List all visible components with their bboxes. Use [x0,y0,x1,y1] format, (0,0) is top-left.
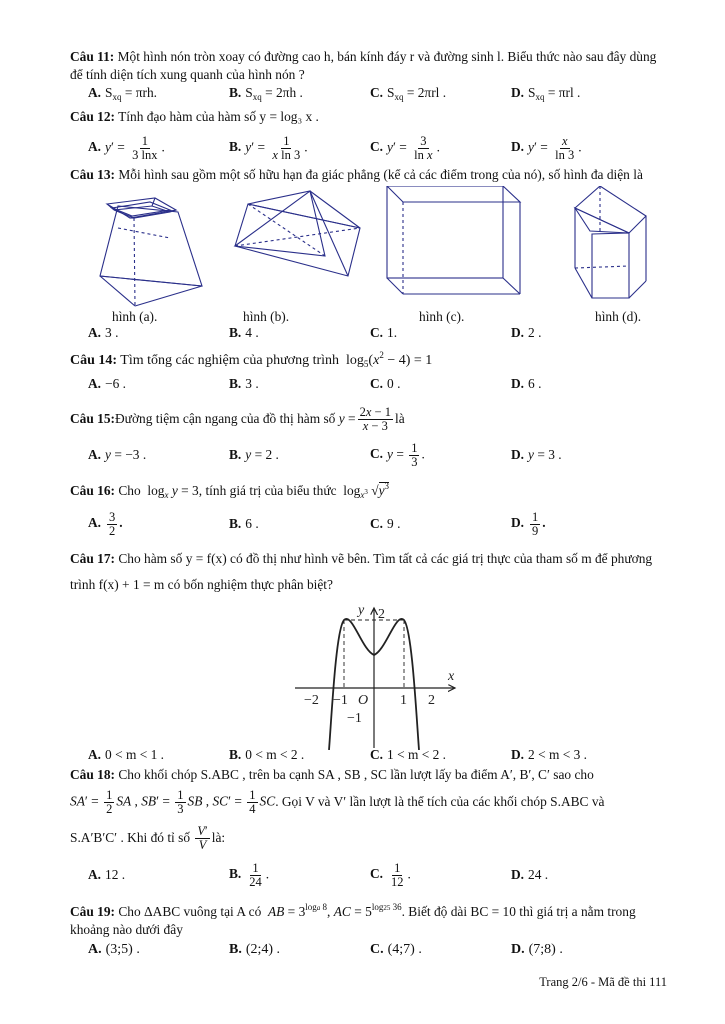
answers-18 [70,856,670,894]
answer-b[interactable]: B. 6 . [229,516,259,531]
question-18-line3: S.A′B′C′ . Khi đó tỉ số $\frac{V'}{V}$ là: [70,823,226,852]
question-text: Cho hàm số y = f(x) có đồ thị như hình vẽ bên. Tìm tất cả các giá trị thực của tham số m để phương trình f(x) + 1 = m có bốn nghiệm thực phân biệt? [70,551,653,592]
question-19: Câu 19: Cho ΔABC vuông tại A có AB = $3^{loga 8}$, AC = $5^{log25 36}$. Biết độ dài BC = 10 thì giá trị a nằm trong khoảng nào dưới đây [70,902,636,937]
answer-d[interactable]: D. 2 < m < 3 . [511,747,588,762]
question-text: Tìm tổng các nghiệm của phương trình [117,353,340,368]
answer-d[interactable]: D. $S_{xq} = \pi rl$ . [511,85,581,102]
answer-b[interactable]: B. 0 < m < 2 . [229,747,305,762]
answer-c[interactable]: C. $S_{xq} = 2\pi rl$ . [370,85,447,102]
question-text: Cho khối chóp S.ABC , trên ba cạnh SA , SB , SC lần lượt lấy ba điểm A′, B′, C′ sao cho [115,767,594,782]
origin-label: O [358,693,369,708]
answer-d[interactable]: D. (7;8) . [511,942,563,957]
answer-a[interactable]: A. $\frac{3}{2}$ . [88,509,123,538]
tick-x-neg1: −1 [333,693,348,708]
question-17 [70,546,670,598]
answer-d[interactable]: D. y = 3 . [511,447,562,462]
question-text: Cho ΔABC vuông tại A có [115,904,262,919]
answer-a[interactable]: A. 12 . [88,867,126,882]
answer-d[interactable]: D. 6 . [511,376,542,391]
figure-d-icon [575,186,646,298]
question-11 [70,48,670,84]
tick-y-neg1: −1 [347,711,362,726]
question-15: Câu 15: Đường tiệm cận ngang của đồ thị hàm số y = $\frac{2x - 1}{x - 3}$ là [70,404,405,433]
caption-b: hình (b). [243,309,290,324]
tick-x-1: 1 [400,693,407,708]
answer-b[interactable]: B. 3 . [229,376,259,391]
exam-page [70,48,670,959]
question-12 [70,108,670,126]
caption-c: hình (c). [419,309,465,324]
tick-x-2: 2 [428,693,435,708]
question-label: Câu 11: [70,49,115,64]
answer-c[interactable]: C. y′ = $\frac{3}{\text{ln x}}$ . [370,133,440,162]
question-label: Câu 12: [70,109,116,124]
answers-15 [70,437,670,473]
answer-a[interactable]: A. $S_{xq} = \pi rh$. [88,85,157,102]
question-label: Câu 19: [70,904,116,919]
answer-d[interactable]: D. 24 . [511,867,549,882]
answer-b[interactable]: B. $S_{xq} = 2\pi h$ . [229,85,303,102]
x-axis-label: x [448,669,455,684]
answer-a[interactable]: A. 3 . [88,325,119,340]
answers-16 [70,506,670,542]
question-16: Câu 16: Cho $\log_x y = 3$, tính giá trị của biểu thức $\log_{x^3} √y^3$ [70,481,390,500]
answer-c[interactable]: C. 1. [370,325,398,340]
answers-14 [70,375,670,393]
figure-captions [70,308,670,324]
answer-c[interactable]: C. y = $\frac{1}{3}$ . [370,440,425,469]
figure-a-icon [100,198,202,306]
question-text: Cho [115,483,141,498]
question-label: Câu 17: [70,551,116,566]
answer-c[interactable]: C. $\frac{1}{12}$ . [370,860,411,889]
question-tail: là [394,411,405,426]
answer-b[interactable]: B. y = 2 . [229,447,279,462]
function-graph [70,600,670,750]
question-label: Câu 15: [70,411,116,426]
caption-d: hình (d). [595,309,642,324]
polyhedra-figures [70,186,670,308]
answer-d[interactable]: D. y′ = $\frac{x}{\ln 3}$ . [511,133,582,162]
answer-c[interactable]: C. 1 < m < 2 . [370,747,447,762]
answers-19 [70,941,670,959]
answers-13 [70,324,670,342]
answer-a[interactable]: A. y = −3 . [88,447,147,462]
figure-b-icon [235,191,360,276]
figure-c-icon [387,186,520,294]
tick-y-2: 2 [378,607,385,622]
answer-d[interactable]: D. $\frac{1}{9}$ . [511,509,546,538]
question-text: Mỗi hình sau gồm một số hữu hạn đa giác phẳng (kể cả các điểm trong của nó), số hình đa diện là [115,167,643,182]
answer-c[interactable]: C. 9 . [370,516,401,531]
answer-a[interactable]: A. −6 . [88,376,126,391]
question-label: Câu 18: [70,767,116,782]
answer-b[interactable]: B. $\frac{1}{24}$ . [229,860,270,889]
question-18 [70,766,670,784]
question-label: Câu 16: [70,483,116,498]
answer-b[interactable]: B. y′ = $\frac{1}{\text{x ln 3}}$ . [229,133,308,162]
tick-x-neg2: −2 [304,693,319,708]
answers-11 [70,84,670,106]
answer-b[interactable]: B. (2;4) . [229,942,281,957]
answer-a[interactable]: A. (3;5) . [88,942,140,957]
question-13 [70,166,670,184]
question-text: Đường tiệm cận ngang của đồ thị hàm số [115,411,336,426]
answer-a[interactable]: A. y′ = $\frac{1}{3 \ln x}$ . [88,133,165,162]
answers-17 [70,746,670,764]
question-18-line2: SA′ = $\frac{1}{2}$ SA , SB′ = $\frac{1}{3}$ SB , SC′ = $\frac{1}{4}$ SC . Gọi V và V′ lần lượt là thể tích của các khối chóp S.ABC và [70,787,605,816]
answer-c[interactable]: C. (4;7) . [370,942,422,957]
caption-a: hình (a). [112,309,158,324]
answer-b[interactable]: B. 4 . [229,325,259,340]
answer-a[interactable]: A. 0 < m < 1 . [88,747,165,762]
question-text: Một hình nón tròn xoay có đường cao h, bán kính đáy r và đường sinh l. Biểu thức nào sau đây dùng để tính diện tích xung quanh của hình nón ? [70,49,657,82]
answer-c[interactable]: C. 0 . [370,376,401,391]
question-14: Câu 14: Tìm tổng các nghiệm của phương trình $\log_5(x^2 - 4) = 1$ [70,350,433,369]
answer-d[interactable]: D. 2 . [511,325,542,340]
question-text: Tính đạo hàm của hàm số y = log₃ x . [115,109,319,124]
page-footer: Trang 2/6 - Mã đề thi 111 [539,975,667,989]
y-axis-label: y [358,603,365,618]
question-label: Câu 14: [70,353,118,368]
question-label: Câu 13: [70,167,116,182]
answers-12 [70,130,670,166]
